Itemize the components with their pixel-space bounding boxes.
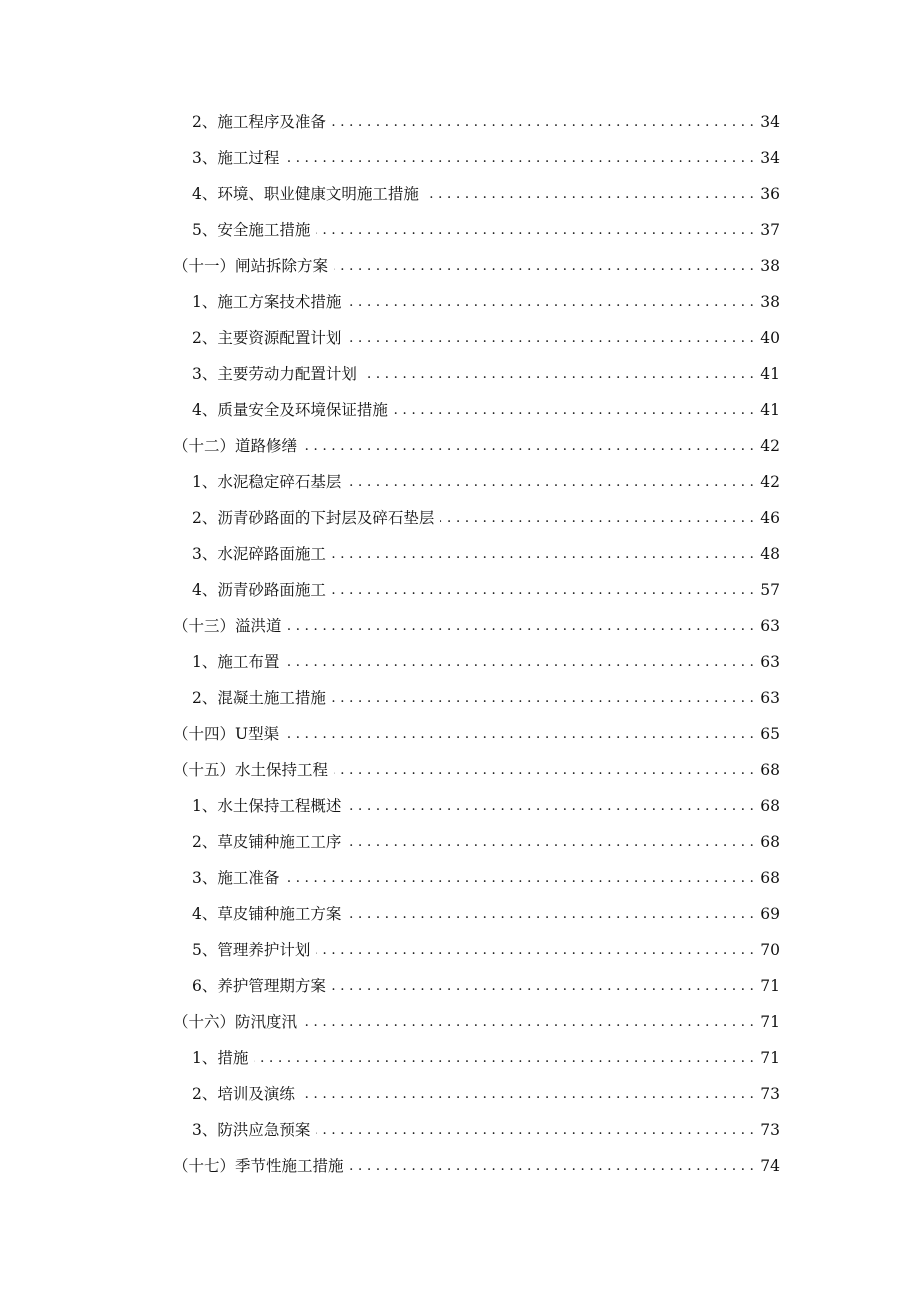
toc-entry[interactable] — [0, 1076, 920, 1112]
toc-entry-page-number: 42 — [760, 473, 780, 491]
toc-entry-page-number: 71 — [760, 1049, 780, 1067]
toc-entry-title: 1、施工布置 — [192, 653, 280, 671]
toc-entry-title: 5、安全施工措施 — [192, 221, 311, 239]
toc-entry-page-number: 38 — [760, 293, 780, 311]
toc-entry-page-number: 37 — [760, 221, 780, 239]
toc-entry-page-number: 73 — [760, 1121, 780, 1139]
toc-entry-title: （十一）闸站拆除方案 — [173, 257, 329, 275]
toc-entry[interactable] — [0, 500, 920, 536]
toc-entry[interactable] — [0, 392, 920, 428]
toc-entry[interactable] — [0, 320, 920, 356]
toc-entry-page-number: 57 — [760, 581, 780, 599]
toc-entry[interactable] — [0, 284, 920, 320]
toc-dot-leader — [347, 824, 754, 860]
toc-entry[interactable] — [0, 968, 920, 1004]
toc-entry-page-number: 63 — [760, 689, 780, 707]
toc-dot-leader — [285, 140, 754, 176]
toc-entry-title: （十二）道路修缮 — [173, 437, 298, 455]
toc-dot-leader — [332, 968, 754, 1004]
toc-entry-page-number: 71 — [760, 977, 780, 995]
toc-dot-leader — [316, 212, 754, 248]
toc-dot-leader — [316, 932, 754, 968]
toc-dot-leader — [347, 284, 754, 320]
toc-dot-leader — [363, 356, 754, 392]
toc-entry-page-number: 74 — [760, 1157, 780, 1175]
toc-entry[interactable] — [0, 788, 920, 824]
toc-entry-page-number: 38 — [760, 257, 780, 275]
toc-entry[interactable] — [0, 356, 920, 392]
toc-entry-page-number: 68 — [760, 833, 780, 851]
toc-entry[interactable] — [0, 644, 920, 680]
toc-entry-title: 1、措施 — [192, 1049, 249, 1067]
toc-dot-leader — [285, 716, 754, 752]
toc-entry-page-number: 69 — [760, 905, 780, 923]
toc-entry-title: 1、水土保持工程概述 — [192, 797, 342, 815]
toc-dot-leader — [394, 392, 754, 428]
toc-entry-page-number: 68 — [760, 797, 780, 815]
toc-entry[interactable] — [0, 212, 920, 248]
toc-dot-leader — [303, 1004, 754, 1040]
toc-entry-title: 1、水泥稳定碎石基层 — [192, 473, 342, 491]
toc-entry-title: （十四）U型渠 — [173, 725, 280, 743]
toc-dot-leader — [301, 1076, 754, 1112]
toc-entry-title: 2、沥青砂路面的下封层及碎石垫层 — [192, 509, 435, 527]
toc-entry-title: 4、环境、职业健康文明施工措施 — [192, 185, 419, 203]
toc-dot-leader — [334, 752, 754, 788]
toc-entry[interactable] — [0, 464, 920, 500]
toc-dot-leader — [303, 428, 754, 464]
toc-entry-page-number: 34 — [760, 113, 780, 131]
toc-entry[interactable] — [0, 1040, 920, 1076]
toc-entry-title: 2、施工程序及准备 — [192, 113, 326, 131]
toc-entry[interactable] — [0, 1148, 920, 1184]
toc-entry-title: 6、养护管理期方案 — [192, 977, 326, 995]
toc-entry-title: 3、防洪应急预案 — [192, 1121, 311, 1139]
toc-entry[interactable] — [0, 140, 920, 176]
toc-entry-page-number: 63 — [760, 617, 780, 635]
toc-entry[interactable] — [0, 608, 920, 644]
toc-entry-page-number: 68 — [760, 761, 780, 779]
toc-dot-leader — [350, 1148, 754, 1184]
toc-entry-page-number: 71 — [760, 1013, 780, 1031]
toc-dot-leader — [332, 572, 754, 608]
toc-dot-leader — [347, 896, 754, 932]
toc-entry[interactable] — [0, 104, 920, 140]
toc-entry[interactable] — [0, 716, 920, 752]
toc-entry[interactable] — [0, 752, 920, 788]
toc-entry-title: 2、混凝土施工措施 — [192, 689, 326, 707]
toc-entry[interactable] — [0, 428, 920, 464]
toc-entry-page-number: 41 — [760, 401, 780, 419]
toc-entry[interactable] — [0, 680, 920, 716]
toc-entry[interactable] — [0, 1112, 920, 1148]
toc-entry[interactable] — [0, 824, 920, 860]
toc-entry[interactable] — [0, 932, 920, 968]
toc-entry-page-number: 68 — [760, 869, 780, 887]
toc-dot-leader — [347, 320, 754, 356]
toc-entry-page-number: 63 — [760, 653, 780, 671]
toc-entry-title: 3、施工过程 — [192, 149, 280, 167]
toc-entry-page-number: 73 — [760, 1085, 780, 1103]
toc-entry-page-number: 34 — [760, 149, 780, 167]
toc-entry[interactable] — [0, 860, 920, 896]
toc-dot-leader — [334, 248, 754, 284]
toc-entry-page-number: 36 — [760, 185, 780, 203]
toc-entry-title: 2、主要资源配置计划 — [192, 329, 342, 347]
toc-dot-leader — [332, 680, 754, 716]
toc-entry-title: （十五）水土保持工程 — [173, 761, 329, 779]
toc-entry[interactable] — [0, 248, 920, 284]
toc-dot-leader — [425, 176, 754, 212]
toc-entry[interactable] — [0, 896, 920, 932]
toc-entry-title: 2、培训及演练 — [192, 1085, 295, 1103]
toc-entry-page-number: 65 — [760, 725, 780, 743]
toc-entry-title: （十七）季节性施工措施 — [173, 1157, 344, 1175]
toc-entry-page-number: 41 — [760, 365, 780, 383]
toc-entry[interactable] — [0, 1004, 920, 1040]
toc-dot-leader — [440, 500, 754, 536]
toc-entry-title: 4、草皮铺种施工方案 — [192, 905, 342, 923]
toc-dot-leader — [347, 464, 754, 500]
toc-entry-title: 3、施工准备 — [192, 869, 280, 887]
toc-entry-page-number: 48 — [760, 545, 780, 563]
toc-entry-page-number: 46 — [760, 509, 780, 527]
toc-entry-title: （十三）溢洪道 — [173, 617, 282, 635]
toc-entry[interactable] — [0, 572, 920, 608]
table-of-contents — [0, 104, 920, 1184]
toc-entry-title: 3、水泥碎路面施工 — [192, 545, 326, 563]
toc-dot-leader — [347, 788, 754, 824]
toc-entry-title: 5、管理养护计划 — [192, 941, 311, 959]
toc-entry-title: （十六）防汛度汛 — [173, 1013, 298, 1031]
toc-entry[interactable] — [0, 536, 920, 572]
toc-dot-leader — [316, 1112, 754, 1148]
toc-entry[interactable] — [0, 176, 920, 212]
toc-dot-leader — [332, 104, 754, 140]
toc-entry-title: 3、主要劳动力配置计划 — [192, 365, 357, 383]
toc-dot-leader — [254, 1040, 754, 1076]
toc-entry-title: 2、草皮铺种施工工序 — [192, 833, 342, 851]
toc-dot-leader — [285, 644, 754, 680]
toc-entry-title: 1、施工方案技术措施 — [192, 293, 342, 311]
toc-dot-leader — [332, 536, 754, 572]
toc-dot-leader — [288, 608, 754, 644]
toc-dot-leader — [285, 860, 754, 896]
toc-entry-page-number: 40 — [760, 329, 780, 347]
toc-entry-title: 4、沥青砂路面施工 — [192, 581, 326, 599]
toc-entry-page-number: 42 — [760, 437, 780, 455]
toc-entry-page-number: 70 — [760, 941, 780, 959]
toc-entry-title: 4、质量安全及环境保证措施 — [192, 401, 388, 419]
